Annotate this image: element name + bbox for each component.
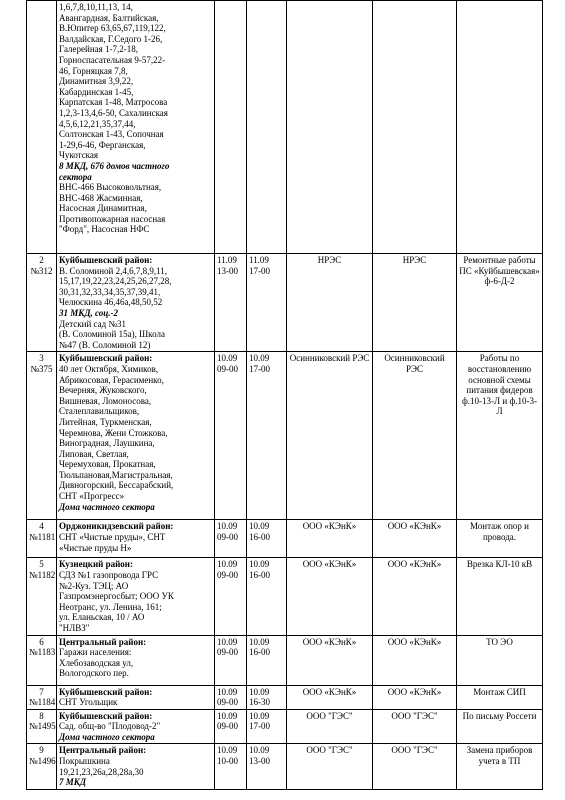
executor-org: Осинниковский РЭС [384, 353, 445, 374]
row-number: 2 [39, 255, 44, 265]
executor-org-cell [373, 635, 457, 685]
reason-cell [457, 520, 543, 558]
address-line: Солтонская 1-43, Сопочная [59, 129, 164, 140]
address-cell [57, 1, 215, 254]
request-id: №375 [30, 363, 53, 374]
address-line: 1,2,3-13,4,6-50, Сахалинская [59, 107, 168, 118]
summary-line: 7 МКД [59, 777, 87, 788]
row-number: 4 [39, 521, 44, 532]
start-time-cell [215, 709, 247, 744]
end-time-cell [247, 1, 287, 254]
responsible-org: ООО «КЭнК» [302, 559, 357, 570]
responsible-org: Осинниковский РЭС [289, 353, 370, 364]
address-line: Вишневая, Ломоносова, [59, 395, 152, 406]
address-line: (В. Соломиной 15а), Школа [59, 329, 165, 340]
work-reason: Монтаж СИП [473, 686, 526, 697]
address-line: СНТ «Прогресс» [59, 491, 125, 502]
summary-line: Дома частного сектора [59, 501, 155, 512]
end-time: 10.09 16-30 [249, 686, 270, 708]
table-row [27, 709, 543, 744]
executor-org: ООО "ГЭС" [391, 710, 438, 721]
work-reason: Монтаж опор и провода. [470, 521, 529, 542]
address-line: В. Соломиной 2,4,6,7,8,9,11, [59, 265, 168, 276]
address-line: Черемнова, Жени Стожкова, [59, 427, 168, 438]
responsible-org: ООО "ГЭС" [306, 710, 353, 721]
address-line: "НЛВЗ" [59, 622, 90, 633]
row-number-cell [27, 558, 57, 635]
responsible-org-cell [287, 1, 373, 254]
end-time-cell [247, 520, 287, 558]
district-name: Орджоникидзевский район: [59, 521, 174, 532]
end-time-cell [247, 685, 287, 709]
executor-org-cell [373, 685, 457, 709]
address-line: «Чистые пруды Н» [59, 542, 132, 553]
row-number-cell [27, 254, 57, 352]
start-time-cell [215, 635, 247, 685]
address-line: Литейная, Туркменская, [59, 416, 152, 427]
end-time: 10.09 16-00 [249, 521, 270, 542]
address-cell [57, 520, 215, 558]
end-time-cell [247, 744, 287, 789]
outage-schedule-table [26, 0, 543, 790]
row-number-cell [27, 1, 57, 254]
address-line: Горноспасательная 9-57,22- [59, 54, 166, 65]
address-line: 15,17,19,22,23,24,25,26,27,28, [59, 276, 172, 287]
table-row [27, 352, 543, 520]
address-line: Кабардинская 1-45, [59, 86, 134, 97]
address-line: 30,31,32,33,34,35,37,39,41, [59, 286, 161, 297]
address-cell [57, 744, 215, 789]
address-line: "Форд", Насосная НФС [59, 224, 150, 235]
work-reason: Ремонтные работы ПС «Куйбышевская» ф-6-Д-2 [459, 255, 540, 287]
address-line: СНТ «Чистые пруды», СНТ [59, 531, 166, 542]
table-row [27, 635, 543, 685]
row-number: 8 [39, 710, 44, 721]
work-reason: Врезка КЛ-10 кВ [466, 559, 533, 570]
address-line: СДЗ №1 газопровода ГРС [59, 569, 159, 580]
responsible-org-cell [287, 685, 373, 709]
row-number-cell [27, 352, 57, 520]
start-time: 11.09 13-00 [217, 255, 238, 276]
responsible-org-cell [287, 254, 373, 352]
table-body [27, 1, 543, 790]
row-number: 7 [39, 686, 44, 697]
responsible-org: ООО «КЭнК» [302, 686, 357, 697]
address-line: Челюскина 46,46а,48,50,52 [59, 297, 163, 308]
address-line: Черемуховая, Прокатная, [59, 459, 156, 470]
address-line: Детский сад №31 [59, 318, 127, 329]
address-cell [57, 352, 215, 520]
district-name: Кузнецкий район: [59, 559, 133, 570]
address-line: Динамитная 3,9,22, [59, 76, 134, 87]
responsible-org: ООО «КЭнК» [302, 521, 357, 532]
row-number: 3 [39, 353, 44, 364]
executor-org-cell [373, 744, 457, 789]
table-row [27, 685, 543, 709]
request-id: №312 [30, 265, 53, 276]
address-line: Газпромэнергосбыт; ООО УК [59, 591, 174, 602]
address-line: 1-29,6-46, Ферганская, [59, 139, 146, 150]
reason-cell [457, 744, 543, 789]
executor-org-cell [373, 558, 457, 635]
start-time-cell [215, 744, 247, 789]
address-line: 4,5,6,12,21,35,37,44, [59, 118, 136, 129]
end-time: 11.09 17-00 [249, 255, 270, 276]
row-number-cell [27, 520, 57, 558]
start-time-cell [215, 352, 247, 520]
district-name: Куйбышевский район: [59, 255, 153, 265]
row-number-cell [27, 744, 57, 789]
work-reason: Работы по восстановлению основной схемы питания фидеров ф.10-13-Л и ф.10-3-Л [461, 353, 538, 417]
address-cell [57, 635, 215, 685]
executor-org: НРЭС [402, 255, 427, 265]
address-line: Виноградная, Лаушкина, [59, 438, 155, 449]
end-time: 10.09 16-00 [249, 636, 270, 658]
address-cell [57, 709, 215, 744]
start-time: 10.09 09-00 [217, 636, 238, 658]
address-line: Карпатская 1-48, Матросова [59, 97, 168, 108]
address-cell [57, 254, 215, 352]
responsible-org-cell [287, 352, 373, 520]
start-time: 10.09 09-00 [217, 710, 238, 732]
reason-cell [457, 1, 543, 254]
table-row [27, 558, 543, 635]
executor-org: ООО «КЭнК» [387, 521, 442, 532]
row-number-cell [27, 635, 57, 685]
end-time-cell [247, 558, 287, 635]
row-number-cell [27, 709, 57, 744]
address-line: Авангардная, Балтийская, [59, 12, 159, 23]
executor-org-cell [373, 352, 457, 520]
responsible-org-cell [287, 558, 373, 635]
request-id: №1181 [29, 531, 56, 542]
work-reason: Замена приборов учета в ТП [466, 745, 533, 767]
executor-org: ООО "ГЭС" [391, 745, 438, 756]
address-line: Неотранс, ул. Ленина, 161; [59, 601, 162, 612]
summary-line: сектора [59, 171, 92, 182]
address-line: Дивногорский, Бессарабский, [59, 480, 174, 491]
start-time: 10.09 09-00 [217, 559, 238, 580]
address-line: Тюльпановая,Магистральная, [59, 469, 173, 480]
executor-org: ООО «КЭнК» [387, 686, 442, 697]
address-line: Валдайская, Г.Седого 1-26, [59, 33, 163, 44]
address-line: Абрикосовая, Герасименко, [59, 374, 164, 385]
address-line: ВНС-468 Жасминная, [59, 192, 143, 203]
address-line: Галерейная 1-7,2-18, [59, 44, 139, 55]
end-time-cell [247, 635, 287, 685]
address-line: Насосная Динамитная, [59, 203, 147, 214]
table-row [27, 744, 543, 789]
responsible-org-cell [287, 635, 373, 685]
responsible-org: НРЭС [317, 255, 342, 265]
address-line: Чукотская [59, 150, 99, 161]
address-line: 46, Горняцкая 7,8, [59, 65, 128, 76]
table-row [27, 254, 543, 352]
row-number: 6 [39, 636, 44, 647]
responsible-org-cell [287, 744, 373, 789]
row-number: 9 [39, 745, 44, 756]
address-line: ВНС-466 Высоковольтная, [59, 182, 162, 193]
address-line: 40 лет Октября, Химиков, [59, 363, 159, 374]
request-id: №1496 [29, 756, 56, 767]
address-line: 1,6,7,8,10,11,13, 14, [59, 2, 133, 12]
district-name: Центральный район: [59, 636, 147, 647]
address-line: Покрышкина [59, 756, 110, 767]
end-time: 10.09 13-00 [249, 745, 270, 767]
summary-line: Дома частного сектора [59, 731, 155, 742]
district-name: Куйбышевский район: [59, 710, 153, 721]
request-id: №1495 [29, 721, 56, 732]
address-line: Противопожарная насосная [59, 213, 166, 224]
reason-cell [457, 352, 543, 520]
reason-cell [457, 635, 543, 685]
address-line: Сталеплавильщиков, [59, 406, 140, 417]
address-line: ул. Еланьская, 10 / АО [59, 612, 145, 623]
district-name: Куйбышевский район: [59, 686, 153, 697]
address-line: Вологодского пер. [59, 668, 129, 679]
end-time: 10.09 17-00 [249, 353, 270, 374]
work-reason: По письму Россети [462, 710, 537, 721]
address-line: Вечерняя, Жуковского, [59, 385, 147, 396]
responsible-org: ООО "ГЭС" [306, 745, 353, 756]
end-time-cell [247, 352, 287, 520]
executor-org: ООО «КЭнК» [387, 559, 442, 570]
start-time-cell [215, 254, 247, 352]
request-id: №1183 [29, 647, 56, 658]
request-id: №1184 [29, 697, 56, 708]
executor-org-cell [373, 1, 457, 254]
address-line: Гаражи населения: [59, 647, 132, 658]
start-time-cell [215, 520, 247, 558]
table-row [27, 1, 543, 254]
request-id: №1182 [29, 569, 56, 580]
end-time-cell [247, 254, 287, 352]
summary-line: 8 МКД, 676 домов частного [59, 160, 170, 171]
row-number-cell [27, 685, 57, 709]
reason-cell [457, 254, 543, 352]
address-line: СНТ Угольщик [59, 697, 118, 708]
executor-org-cell [373, 709, 457, 744]
responsible-org: ООО «КЭнК» [302, 636, 357, 647]
address-line: №47 (В. Соломиной 12) [59, 339, 151, 350]
responsible-org-cell [287, 520, 373, 558]
start-time-cell [215, 1, 247, 254]
district-name: Куйбышевский район: [59, 353, 153, 364]
end-time: 10.09 17-00 [249, 710, 270, 732]
start-time: 10.09 10-00 [217, 745, 238, 767]
address-line: В.Юпитер 63,65,67,119,122, [59, 23, 166, 34]
executor-org: ООО «КЭнК» [387, 636, 442, 647]
start-time: 10.09 09-00 [217, 521, 238, 542]
work-reason: ТО ЭО [486, 636, 513, 647]
end-time: 10.09 16-00 [249, 559, 270, 580]
address-cell [57, 558, 215, 635]
reason-cell [457, 709, 543, 744]
end-time-cell [247, 709, 287, 744]
start-time-cell [215, 685, 247, 709]
address-line: 19,21,23,26а,28,28а,30 [59, 766, 144, 777]
responsible-org-cell [287, 709, 373, 744]
start-time-cell [215, 558, 247, 635]
start-time: 10.09 09-00 [217, 353, 238, 374]
row-number: 5 [39, 559, 44, 570]
district-name: Центральный район: [59, 745, 147, 756]
reason-cell [457, 685, 543, 709]
summary-line: 31 МКД, соц.-2 [59, 307, 119, 318]
address-line: Липовая, Светлая, [59, 448, 129, 459]
start-time: 10.09 09-00 [217, 686, 238, 708]
executor-org-cell [373, 254, 457, 352]
address-line: №2-Куз. ТЭЦ; АО [59, 580, 129, 591]
address-line: Сад. общ-во "Плодовод-2" [59, 721, 161, 732]
address-line: Хлебозаводская ул, [59, 657, 134, 668]
table-row [27, 520, 543, 558]
executor-org-cell [373, 520, 457, 558]
address-cell [57, 685, 215, 709]
reason-cell [457, 558, 543, 635]
